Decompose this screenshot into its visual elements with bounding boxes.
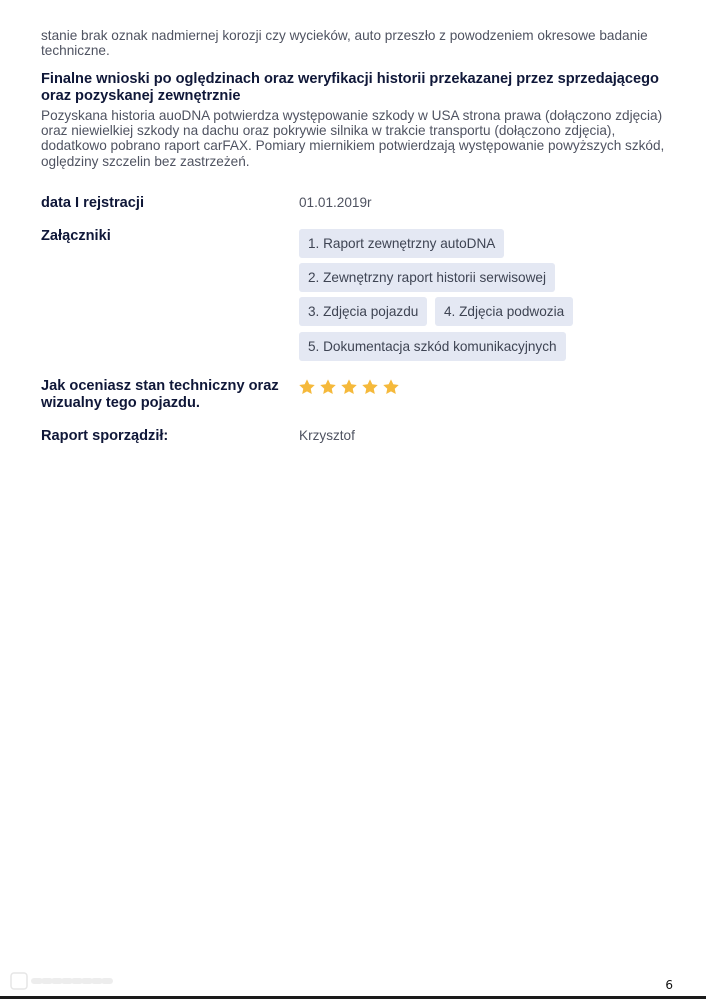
registration-date-label: data I rejstracji	[41, 195, 145, 211]
star-icon	[298, 378, 316, 396]
star-icon	[340, 378, 358, 396]
author-value: Krzysztof	[299, 428, 355, 443]
attachment-link[interactable]: 3. Zdjęcia pojazdu	[299, 297, 427, 326]
attachment-link[interactable]: 2. Zewnętrzny raport historii serwisowej	[299, 263, 555, 292]
page-number: 6	[665, 978, 673, 992]
attachments-label: Załączniki	[41, 228, 111, 244]
watermark-logo	[10, 970, 120, 992]
star-icon	[319, 378, 337, 396]
intro-paragraph: stanie brak oznak nadmiernej korozji czy wycieków, auto przeszło z powodzeniem okresowe badanie techniczne.	[41, 28, 648, 59]
attachment-link[interactable]: 4. Zdjęcia podwozia	[435, 297, 573, 326]
registration-date-value: 01.01.2019r	[299, 195, 372, 210]
star-icon	[361, 378, 379, 396]
attachment-link[interactable]: 5. Dokumentacja szkód komunikacyjnych	[299, 332, 566, 361]
rating-label: Jak oceniasz stan techniczny oraz wizualny tego pojazdu.	[41, 378, 279, 411]
star-rating	[298, 378, 400, 396]
author-label: Raport sporządził:	[41, 428, 169, 444]
conclusions-paragraph: Pozyskana historia auoDNA potwierdza występowanie szkody w USA strona prawa (dołączono zdjęcia) oraz niewielkiej szkody na dachu oraz pokrywie silnika w trakcie transportu (dołączono zdjęcia), dodatkowo pobrano raport carFAX. Pomiary miernikiem potwierdzają występowanie powyższych szkód, oględziny szczelin bez zastrzeżeń.	[41, 108, 665, 169]
attachment-link[interactable]: 1. Raport zewnętrzny autoDNA	[299, 229, 504, 258]
conclusions-heading: Finalne wnioski po oględzinach oraz weryfikacji historii przekazanej przez sprzedającego oraz pozyskanej zewnętrznie	[41, 71, 659, 104]
star-icon	[382, 378, 400, 396]
